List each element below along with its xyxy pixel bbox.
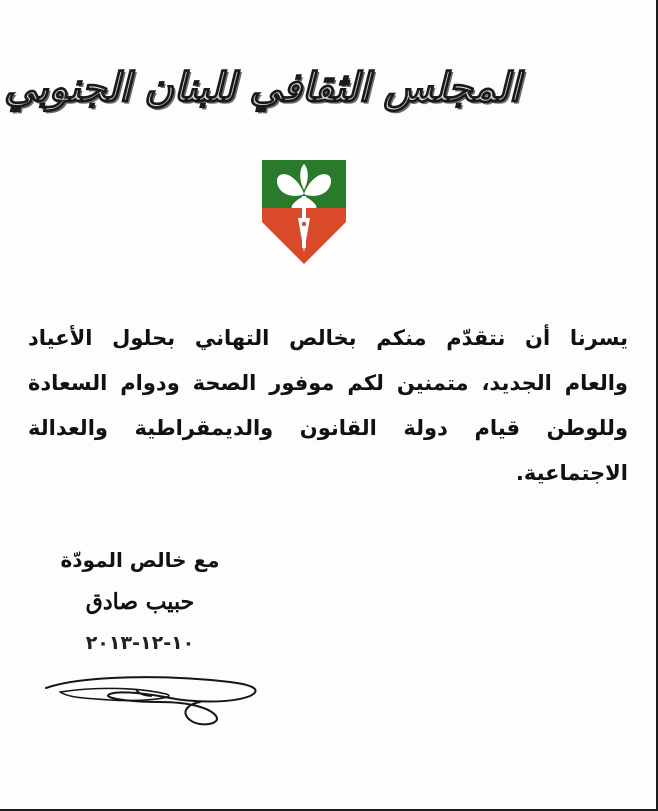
letter-date: ١٠-١٢-٢٠١٣	[85, 632, 195, 654]
council-logo-icon	[262, 160, 346, 264]
closing-salutation: مع خالص المودّة	[60, 548, 220, 572]
closing-block	[40, 540, 240, 662]
organization-title: المجلس الثقافي للبنان الجنوبي	[4, 64, 520, 111]
greeting-message	[28, 316, 628, 496]
signer-name: حبيب صادق	[85, 589, 195, 615]
handwritten-signature-icon	[40, 668, 270, 732]
message-line: يسرنا أن نتقدّم منكم بخالص التهاني بحلول الأعياد	[28, 326, 628, 350]
message-line: والعام الجديد، متمنين لكم موفور الصحة ودوام السعادة	[28, 371, 628, 395]
message-line: وللوطن قيام دولة القانون والديمقراطية والعدالة الاجتماعية.	[28, 416, 628, 485]
